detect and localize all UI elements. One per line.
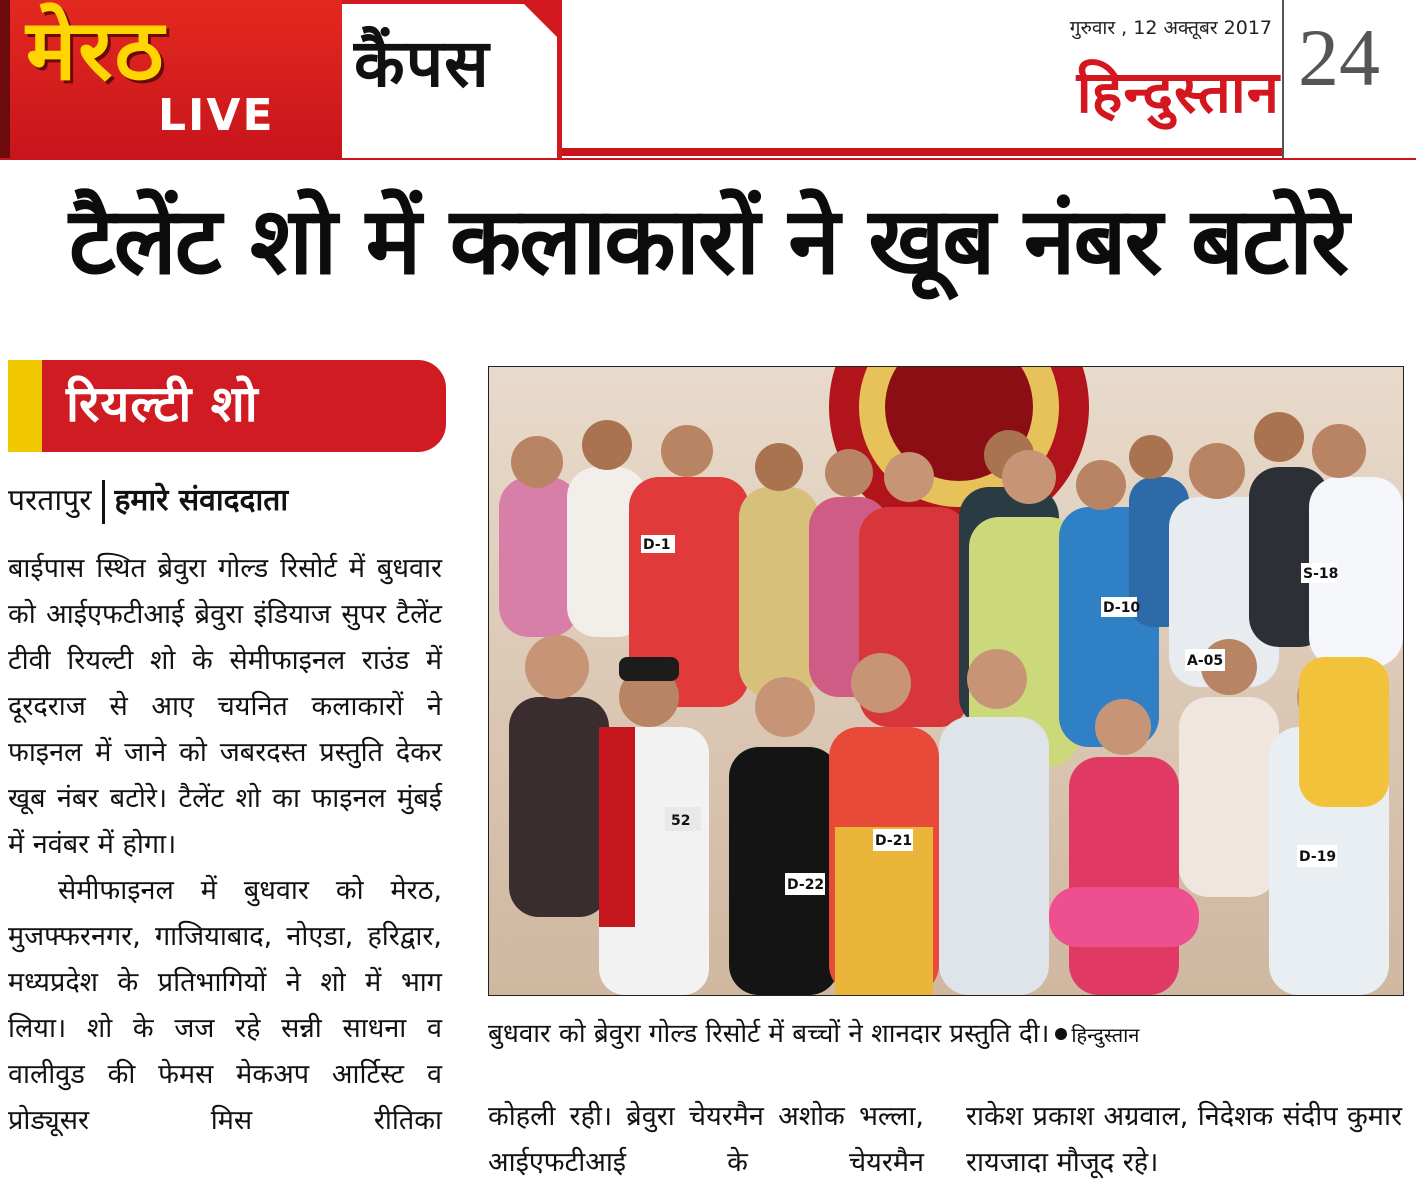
- caption-text: बुधवार को ब्रेवुरा गोल्ड रिसोर्ट में बच्चों ने शानदार प्रस्तुति दी।: [488, 1019, 1050, 1049]
- article-column-3-text: राकेश प्रकाश अग्रवाल, निदेशक संदीप कुमार रायजादा मौजूद रहे।: [966, 1101, 1402, 1178]
- section-masthead: [0, 0, 342, 158]
- bib-number: D-1: [643, 537, 671, 553]
- dateline-author: हमारे संवाददाता: [114, 483, 289, 518]
- bib-number: S-18: [1303, 566, 1339, 582]
- bib-number: 52: [671, 813, 691, 829]
- article-column-2: [488, 1094, 924, 1186]
- category-label: रियल्टी शो: [66, 375, 259, 433]
- bib-number: D-21: [875, 833, 913, 849]
- news-photo: [488, 366, 1404, 996]
- masthead-rule: [562, 148, 1282, 156]
- category-tab-accent: [8, 360, 42, 452]
- dateline-place: परतापुर: [8, 483, 92, 518]
- article-column-2-text: कोहली रही। ब्रेवुरा चेयरमैन अशोक भल्ला, आईएफटीआई के चेयरमैन: [488, 1101, 924, 1178]
- photo-caption: [488, 1016, 1404, 1053]
- page-label-corner: [520, 0, 562, 42]
- dateline: [8, 476, 288, 526]
- headline: टैलेंट शो में कलाकारों ने खूब नंबर बटोरे: [68, 187, 1348, 295]
- dateline-separator: [102, 480, 105, 524]
- bib-number: A-05: [1187, 653, 1224, 669]
- section-name: मेरठ: [26, 1, 166, 99]
- bib-number: D-10: [1103, 600, 1141, 616]
- page-number: 24: [1298, 12, 1380, 103]
- newspaper-logo: हिन्दुस्तान: [1076, 58, 1280, 126]
- section-live-tag: LIVE: [158, 90, 275, 141]
- photo-credit: हिन्दुस्तान: [1071, 1023, 1140, 1047]
- masthead-bottom-rule: [0, 158, 1416, 160]
- credit-dot-icon: [1055, 1028, 1067, 1040]
- article-paragraph-1: बाईपास स्थित ब्रेवुरा गोल्ड रिसोर्ट में बुधवार को आईएफटीआई ब्रेवुरा इंडियाज सुपर टैलेंट टीवी रियल्टी शो के सेमीफाइनल राउंड में दूरदराज से आए चयनित कलाकारों ने फाइनल में जाने को जबरदस्त प्रस्तुति देकर खूब नंबर बटोरे। टैलेंट शो का फाइनल मुंबई में नवंबर में होगा।: [8, 553, 442, 860]
- page-label: कैंपस: [354, 25, 490, 102]
- page-number-box: [1282, 0, 1416, 158]
- bib-number: D-22: [787, 877, 825, 893]
- category-tag: [8, 360, 446, 452]
- masthead-stripe: [0, 0, 10, 158]
- group-photo-illustration: [489, 367, 1403, 995]
- article-column-3: [966, 1094, 1402, 1186]
- article-column-1: [8, 546, 442, 1144]
- issue-date: गुरुवार , 12 अक्तूबर 2017: [1069, 17, 1272, 39]
- article-paragraph-2: सेमीफाइनल में बुधवार को मेरठ, मुजफ्फरनगर, गाजियाबाद, नोएडा, हरिद्वार, मध्यप्रदेश के प्रतिभागियों ने शो में भाग लिया। शो के जज रहे सन्नी साधना व वालीवुड की फेमस मेकअप आर्टिस्ट व प्रोड्यूसर मिस रीतिका: [8, 875, 442, 1136]
- bib-number: D-19: [1299, 849, 1337, 865]
